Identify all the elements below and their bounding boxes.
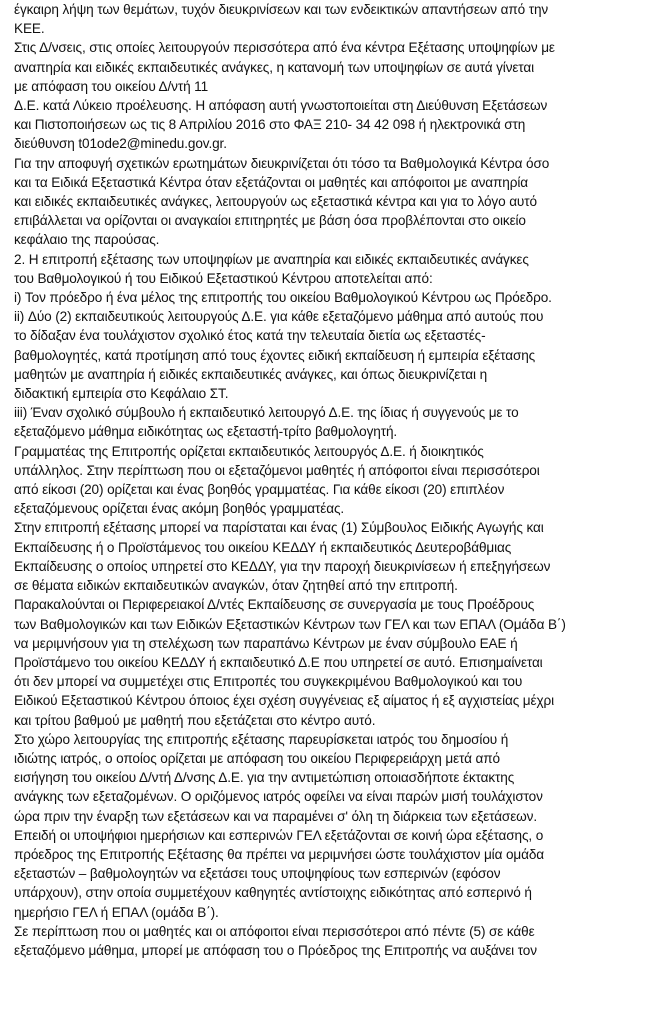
text-line: έγκαιρη λήψη των θεμάτων, τυχόν διευκρινίσεων και των ενδεικτικών απαντήσεων από την	[14, 2, 549, 17]
text-line: 2. Η επιτροπή εξέτασης των υποψηφίων με αναπηρία και ειδικές εκπαιδευτικές ανάγκες	[14, 251, 529, 267]
text-line: διεύθυνση t01ode2@minedu.gov.gr.	[14, 136, 227, 152]
text-line: βαθμολογητές, κατά προτίμηση από τους έχοντες ειδική εκπαίδευση ή εμπειρία εξέτασης	[14, 347, 536, 363]
text-line: του Βαθμολογικού ή του Ειδικού Εξεταστικού Κέντρου αποτελείται από:	[14, 270, 433, 286]
text-line: Για την αποφυγή σχετικών ερωτημάτων διευκρινίζεται ότι τόσο τα Βαθμολογικά Κέντρα όσο	[14, 155, 550, 171]
text-line: ΚΕΕ.	[14, 21, 45, 37]
text-line: και τα Ειδικά Εξεταστικά Κέντρα όταν εξετάζονται οι μαθητές και απόφοιτοι με αναπηρία	[14, 174, 528, 190]
text-line: iii) Έναν σχολικό σύμβουλο ή εκπαιδευτικό λειτουργό Δ.Ε. της ίδιας ή συγγενούς με το	[14, 405, 519, 421]
text-line: να μεριμνήσουν για τη στελέχωση των παραπάνω Κέντρων με έναν σύμβουλο ΕΑΕ ή	[14, 635, 518, 651]
text-line: Στις Δ/νσεις, στις οποίες λειτουργούν περισσότερα από ένα κέντρα Εξέτασης υποψηφίων με	[14, 40, 555, 56]
text-line: το δίδαξαν ένα τουλάχιστον σχολικό έτος κατά την τελευταία διετία ως εξεταστές-	[14, 328, 486, 344]
text-line: ανάγκης των εξεταζομένων. Ο οριζόμενος ιατρός οφείλει να είναι παρών μισή τουλάχιστον	[14, 789, 543, 805]
text-line: Ειδικού Εξεταστικού Κέντρου όποιος έχει σχέση συγγένειας εξ αίματος ή εξ αγχιστείας μέχρι	[14, 693, 554, 709]
text-line: Παρακαλούνται οι Περιφερειακοί Δ/ντές Εκπαίδευσης σε συνεργασία με τους Προέδρους	[14, 597, 535, 613]
text-line: και τρίτου βαθμού με μαθητή που εξετάζεται στο κέντρο αυτό.	[14, 712, 376, 728]
text-line: Στο χώρο λειτουργίας της επιτροπής εξέτασης παρευρίσκεται ιατρός του δημοσίου ή	[14, 731, 509, 747]
text-line: Στην επιτροπή εξέτασης μπορεί να παρίσταται και ένας (1) Σύμβουλος Ειδικής Αγωγής και	[14, 520, 544, 536]
text-line: ii) Δύο (2) εκπαιδευτικούς λειτουργούς Δ.Ε. για κάθε εξεταζόμενο μάθημα από αυτούς που	[14, 309, 544, 325]
text-line: Δ.Ε. κατά Λύκειο προέλευσης. Η απόφαση αυτή γνωστοποιείται στη Διεύθυνση Εξετάσεων	[14, 98, 548, 114]
text-line: Εκπαίδευσης ή ο Προϊστάμενος του οικείου ΚΕΔΔΥ ή εκπαιδευτικός Δευτεροβάθμιας	[14, 539, 512, 555]
text-line: με απόφαση του οικείου Δ/ντή 11	[14, 78, 209, 94]
text-line: μαθητών με αναπηρία ή ειδικές εκπαιδευτικές ανάγκες, και όπως διευκρινίζεται η	[14, 366, 488, 382]
text-line: Επειδή οι υποψήφιοι ημερήσιων και εσπερινών ΓΕΛ εξετάζονται σε κοινή ώρα εξέτασης, ο	[14, 827, 544, 843]
text-line: εξεταζόμενους ορίζεται ένας ακόμη βοηθός γραμματέας.	[14, 501, 345, 517]
text-line: κεφάλαιο της παρούσας.	[14, 232, 160, 248]
text-line: Γραμματέας της Επιτροπής ορίζεται εκπαιδευτικός λειτουργός Δ.Ε. ή διοικητικός	[14, 443, 484, 459]
text-line: ότι δεν μπορεί να συμμετέχει στις Επιτροπές του συγκεκριμένου Βαθμολογικού και του	[14, 674, 523, 690]
text-line: εισήγηση του οικείου Δ/ντή Δ/νσης Δ.Ε. για την αντιμετώπιση οποιασδήποτε έκτακτης	[14, 770, 515, 786]
text-line: Προϊστάμενο του οικείου ΚΕΔΔΥ ή εκπαιδευτικό Δ.Ε που υπηρετεί σε αυτό. Επισημαίνεται	[14, 654, 543, 670]
text-line: εξεταζόμενο μάθημα, μπορεί με απόφαση του ο Πρόεδρος της Επιτροπής να αυξάνει τον	[14, 942, 537, 958]
text-line: και ειδικές εκπαιδευτικές ανάγκες, λειτουργούν ως εξεταστικά κέντρα και για το λόγο αυτό	[14, 194, 537, 210]
text-line: υπάλληλος. Στην περίπτωση που οι εξεταζόμενοι μαθητές ή απόφοιτοι είναι περισσότεροι	[14, 462, 540, 478]
text-line: σε θέματα ειδικών εκπαιδευτικών αναγκών, όταν ζητηθεί από την επιτροπή.	[14, 578, 458, 594]
text-line: επιβάλλεται να ορίζονται οι αναγκαίοι επιτηρητές με βάση όσα προβλέπονται στο οικείο	[14, 213, 526, 229]
text-line: Σε περίπτωση που οι μαθητές και οι απόφοιτοι είναι περισσότεροι από πέντε (5) σε κάθε	[14, 923, 535, 939]
text-line: ώρα πριν την έναρξη των εξετάσεων και να παραμένει σ' όλη τη διάρκεια των εξετάσεων.	[14, 808, 537, 824]
text-line: των Βαθμολογικών και των Ειδικών Εξεταστικών Κέντρων των ΓΕΛ και των ΕΠΑΛ (Ομάδα Β΄)	[14, 616, 566, 632]
text-line: υπάρχουν), στην οποία συμμετέχουν καθηγητές αντίστοιχης ειδικότητας από εσπερινό ή	[14, 885, 532, 901]
text-line: διδακτική εμπειρία στο Κεφάλαιο ΣΤ.	[14, 386, 229, 402]
text-line: ημερήσιο ΓΕΛ ή ΕΠΑΛ (ομάδα Β΄).	[14, 904, 219, 920]
text-line: Εκπαίδευσης ο οποίος υπηρετεί στο ΚΕΔΔΥ, για την παροχή διευκρινίσεων ή επεξηγήσεων	[14, 558, 551, 574]
text-line: εξεταστών – βαθμολογητών να εξετάσει τους υποψηφίους των εσπερινών (εφόσον	[14, 866, 501, 882]
text-line: αναπηρία και ειδικές εκπαιδευτικές ανάγκες, η κατανομή των υποψηφίων σε αυτά γίνεται	[14, 59, 535, 75]
text-line: από είκοσι (20) ορίζεται και ένας βοηθός γραμματέας. Για κάθε είκοσι (20) επιπλέον	[14, 482, 505, 498]
text-line: και Πιστοποιήσεων ως τις 8 Απριλίου 2016 στο ΦΑΞ 210- 34 42 098 ή ηλεκτρονικά στη	[14, 117, 526, 133]
text-line: i) Τον πρόεδρο ή ένα μέλος της επιτροπής του οικείου Βαθμολογικού Κέντρου ως Πρόεδρο.	[14, 290, 552, 306]
text-line: ιδιώτης ιατρός, ο οποίος ορίζεται με απόφαση του οικείου Περιφερειάρχη μετά από	[14, 750, 500, 766]
text-line: πρόεδρος της Επιτροπής Εξέτασης θα πρέπει να μεριμνήσει ώστε τουλάχιστον μία ομάδα	[14, 846, 545, 862]
text-line: εξεταζόμενο μάθημα ειδικότητας ως εξεταστή-τρίτο βαθμολογητή.	[14, 424, 398, 440]
